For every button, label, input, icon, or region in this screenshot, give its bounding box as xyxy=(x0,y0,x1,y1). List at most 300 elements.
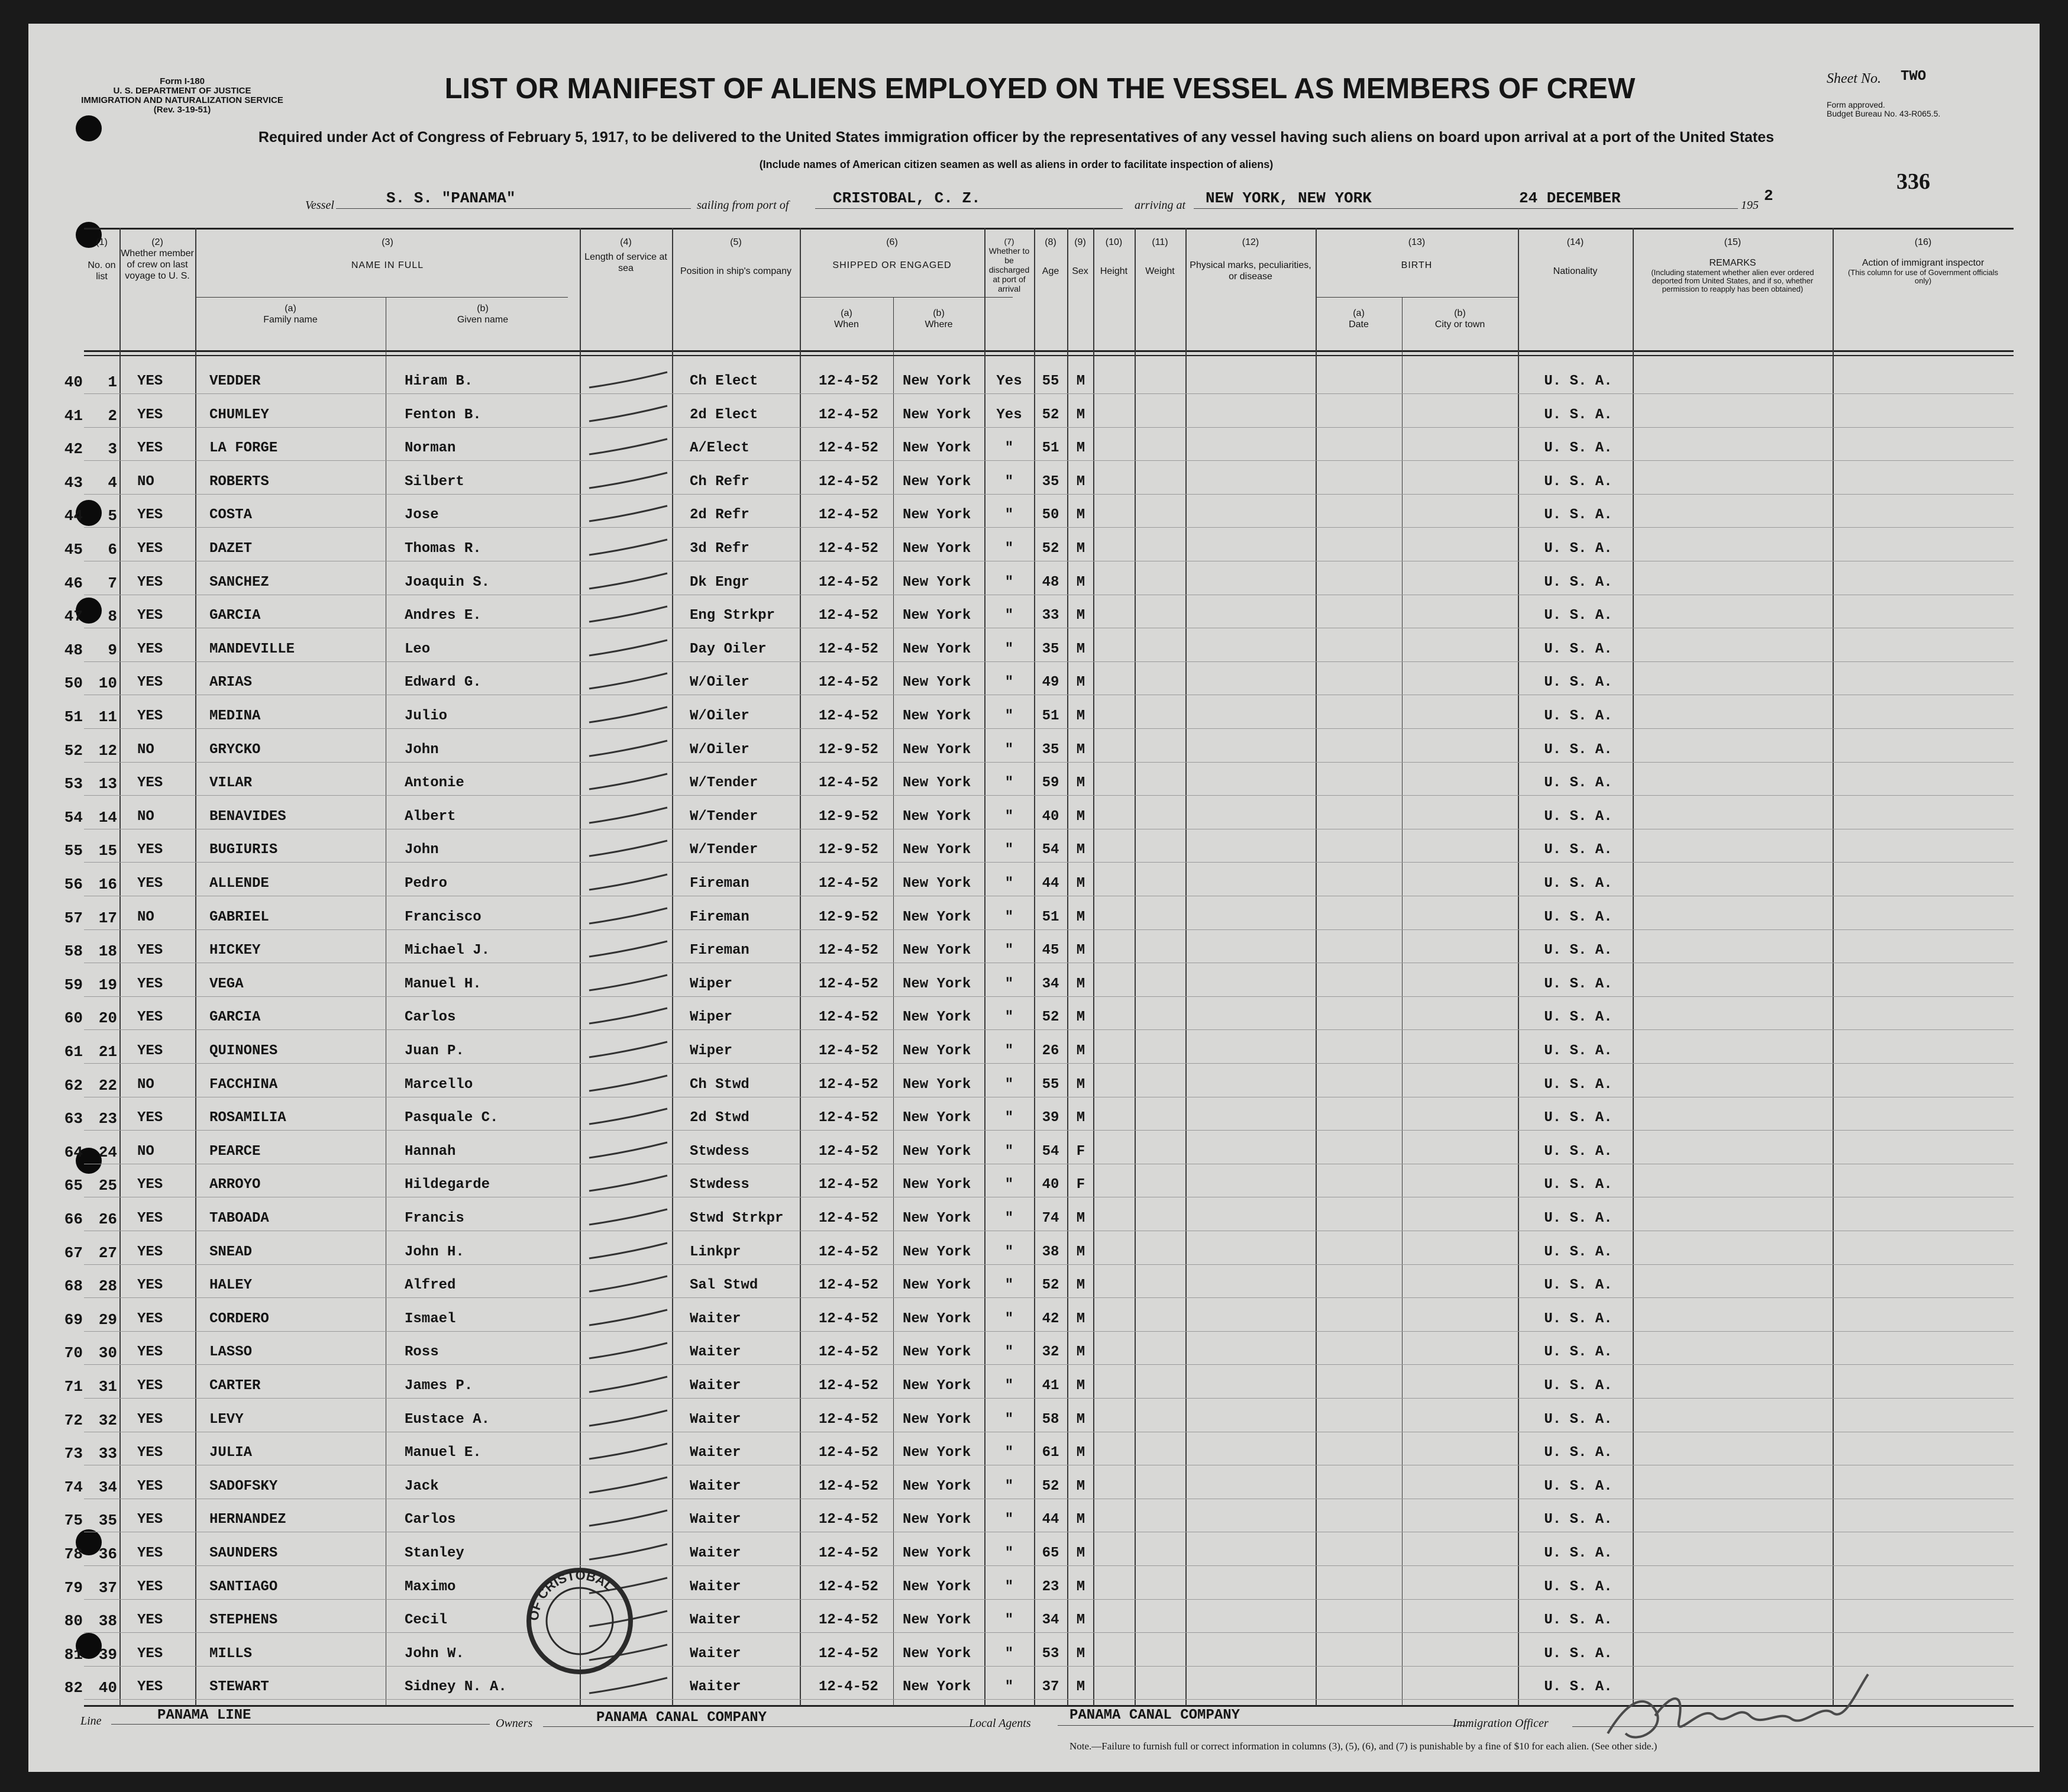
row-when: 12-4-52 xyxy=(819,1277,878,1294)
arriving-label: arriving at xyxy=(1135,199,1186,212)
row-family-name: MANDEVILLE xyxy=(209,641,295,657)
row-rule xyxy=(84,1264,2014,1265)
row-seq: 80 xyxy=(64,1612,83,1630)
row-discharge: " xyxy=(1004,942,1014,959)
check-tick-mark xyxy=(584,1374,673,1398)
row-sex: M xyxy=(1076,842,1085,858)
row-position: Sal Stwd xyxy=(690,1277,758,1294)
row-sex: M xyxy=(1076,1411,1085,1428)
row-no: 18 xyxy=(98,942,117,961)
col-nationality-header: (14) Nationality xyxy=(1553,237,1598,276)
row-age: 54 xyxy=(1042,842,1059,858)
row-where: New York xyxy=(903,1310,971,1327)
row-where: New York xyxy=(903,1578,971,1595)
row-family-name: BENAVIDES xyxy=(209,808,286,825)
row-discharge: " xyxy=(1004,1244,1014,1260)
agents-name: PANAMA CANAL COMPANY xyxy=(1069,1707,1240,1723)
row-discharge: " xyxy=(1004,1645,1014,1662)
row-family-name: LASSO xyxy=(209,1344,253,1361)
row-where: New York xyxy=(903,440,971,457)
row-nationality: U. S. A. xyxy=(1544,1076,1613,1093)
row-family-name: SNEAD xyxy=(209,1244,253,1260)
row-seq: 61 xyxy=(64,1043,83,1061)
row-discharge: " xyxy=(1004,876,1014,892)
row-seq: 58 xyxy=(64,942,83,961)
row-discharge: " xyxy=(1004,1344,1014,1361)
row-discharge: " xyxy=(1004,608,1014,624)
approval-line: Form approved. xyxy=(1827,100,1885,109)
row-where: New York xyxy=(903,1143,971,1160)
row-seq: 64 xyxy=(64,1143,83,1161)
row-rule xyxy=(84,393,2014,394)
row-prev-voyage: NO xyxy=(137,808,154,825)
row-discharge: " xyxy=(1004,507,1014,524)
row-prev-voyage: YES xyxy=(137,1043,163,1059)
row-nationality: U. S. A. xyxy=(1544,1645,1613,1662)
row-where: New York xyxy=(903,674,971,691)
col-sex-header: (9) Sex xyxy=(1072,237,1088,276)
row-position: Dk Engr xyxy=(690,574,749,590)
row-rule xyxy=(84,929,2014,930)
row-age: 40 xyxy=(1042,1177,1059,1193)
row-given-name: Antonie xyxy=(405,775,464,792)
row-rule xyxy=(84,1130,2014,1131)
row-age: 55 xyxy=(1042,1076,1059,1093)
row-when: 12-4-52 xyxy=(819,608,878,624)
row-rule xyxy=(84,494,2014,495)
check-tick-mark xyxy=(584,1441,673,1465)
row-when: 12-4-52 xyxy=(819,1545,878,1561)
row-when: 12-4-52 xyxy=(819,1445,878,1461)
row-rule xyxy=(84,1398,2014,1399)
col-name-header: (3) NAME IN FULL xyxy=(351,237,424,270)
row-when: 12-4-52 xyxy=(819,1344,878,1361)
row-sex: M xyxy=(1076,373,1085,389)
row-discharge: " xyxy=(1004,1578,1014,1595)
row-sex: M xyxy=(1076,1210,1085,1226)
row-prev-voyage: YES xyxy=(137,507,163,524)
row-nationality: U. S. A. xyxy=(1544,708,1613,724)
row-age: 44 xyxy=(1042,876,1059,892)
row-seq: 42 xyxy=(64,440,83,459)
row-family-name: GARCIA xyxy=(209,608,261,624)
row-rule xyxy=(84,1063,2014,1064)
check-tick-mark xyxy=(584,571,673,595)
row-position: 2d Elect xyxy=(690,406,758,423)
row-prev-voyage: YES xyxy=(137,574,163,590)
row-position: Ch Refr xyxy=(690,473,749,490)
row-position: Waiter xyxy=(690,1411,741,1428)
row-when: 12-4-52 xyxy=(819,440,878,457)
row-given-name: Carlos xyxy=(405,1009,456,1026)
row-position: Waiter xyxy=(690,1378,741,1394)
row-prev-voyage: YES xyxy=(137,708,163,724)
row-where: New York xyxy=(903,373,971,389)
row-seq: 63 xyxy=(64,1110,83,1128)
row-position: Waiter xyxy=(690,1445,741,1461)
row-family-name: VEDDER xyxy=(209,373,261,389)
row-where: New York xyxy=(903,1076,971,1093)
row-prev-voyage: YES xyxy=(137,1612,163,1629)
row-family-name: SANTIAGO xyxy=(209,1578,278,1595)
check-tick-mark xyxy=(584,805,673,829)
row-nationality: U. S. A. xyxy=(1544,440,1613,457)
row-family-name: HALEY xyxy=(209,1277,253,1294)
row-where: New York xyxy=(903,1344,971,1361)
row-given-name: Jose xyxy=(405,507,439,524)
row-position: Wiper xyxy=(690,976,733,992)
row-given-name: John xyxy=(405,842,439,858)
row-nationality: U. S. A. xyxy=(1544,1378,1613,1394)
row-sex: M xyxy=(1076,741,1085,758)
row-nationality: U. S. A. xyxy=(1544,1310,1613,1327)
row-seq: 72 xyxy=(64,1411,83,1429)
row-prev-voyage: NO xyxy=(137,909,154,925)
officer-signature xyxy=(1590,1668,1898,1751)
revision: (Rev. 3-19-51) xyxy=(153,105,211,115)
row-given-name: Pedro xyxy=(405,876,448,892)
row-no: 32 xyxy=(98,1411,117,1429)
check-tick-mark xyxy=(584,470,673,494)
row-no: 2 xyxy=(108,406,117,425)
row-sex: M xyxy=(1076,1009,1085,1026)
row-nationality: U. S. A. xyxy=(1544,1578,1613,1595)
vessel-label: Vessel xyxy=(305,199,334,212)
row-age: 32 xyxy=(1042,1344,1059,1361)
col-age-header: (8) Age xyxy=(1042,237,1059,276)
row-discharge: " xyxy=(1004,574,1014,590)
row-nationality: U. S. A. xyxy=(1544,373,1613,389)
row-prev-voyage: YES xyxy=(137,373,163,389)
row-given-name: Francis xyxy=(405,1210,464,1226)
row-where: New York xyxy=(903,574,971,590)
row-when: 12-4-52 xyxy=(819,1043,878,1059)
row-position: Day Oiler xyxy=(690,641,767,657)
arrival-date: 24 DECEMBER xyxy=(1519,189,1621,207)
row-no: 5 xyxy=(108,507,117,525)
col-remarks-header: (15) REMARKS (Including statement whether alien ever ordered deported from United States, and if so, whether permission to reapply has been obtained) xyxy=(1651,237,1814,293)
row-family-name: GRYCKO xyxy=(209,741,261,758)
row-nationality: U. S. A. xyxy=(1544,942,1613,959)
row-sex: M xyxy=(1076,1645,1085,1662)
row-family-name: STEPHENS xyxy=(209,1612,278,1629)
row-age: 45 xyxy=(1042,942,1059,959)
year-suffix: 2 xyxy=(1764,187,1773,205)
row-age: 55 xyxy=(1042,373,1059,389)
row-no: 37 xyxy=(98,1578,117,1597)
sailing-label: sailing from port of xyxy=(697,199,789,212)
check-tick-mark xyxy=(584,1408,673,1432)
row-family-name: PEARCE xyxy=(209,1143,261,1160)
row-given-name: Albert xyxy=(405,808,456,825)
row-when: 12-4-52 xyxy=(819,775,878,792)
row-seq: 59 xyxy=(64,976,83,994)
row-age: 23 xyxy=(1042,1578,1059,1595)
row-where: New York xyxy=(903,1612,971,1629)
row-when: 12-4-52 xyxy=(819,1210,878,1226)
check-tick-mark xyxy=(584,1207,673,1231)
row-age: 52 xyxy=(1042,1009,1059,1026)
row-where: New York xyxy=(903,741,971,758)
row-family-name: CORDERO xyxy=(209,1310,269,1327)
row-position: W/Oiler xyxy=(690,741,749,758)
row-discharge: " xyxy=(1004,1110,1014,1126)
row-when: 12-4-52 xyxy=(819,942,878,959)
row-age: 52 xyxy=(1042,541,1059,557)
include-note: (Include names of American citizen seamen as well as aliens in order to facilitate inspection of aliens) xyxy=(759,159,1274,170)
row-age: 33 xyxy=(1042,608,1059,624)
row-prev-voyage: YES xyxy=(137,1177,163,1193)
row-position: Waiter xyxy=(690,1612,741,1629)
row-given-name: Juan P. xyxy=(405,1043,464,1059)
row-family-name: ROSAMILIA xyxy=(209,1110,286,1126)
row-nationality: U. S. A. xyxy=(1544,406,1613,423)
row-seq: 41 xyxy=(64,406,83,425)
row-no: 29 xyxy=(98,1310,117,1329)
row-where: New York xyxy=(903,1277,971,1294)
row-no: 1 xyxy=(108,373,117,391)
row-family-name: VEGA xyxy=(209,976,244,992)
row-given-name: Hannah xyxy=(405,1143,456,1160)
row-sex: M xyxy=(1076,1578,1085,1595)
row-family-name: LEVY xyxy=(209,1411,244,1428)
row-nationality: U. S. A. xyxy=(1544,1445,1613,1461)
port-seal-stamp xyxy=(521,1562,639,1680)
row-no: 36 xyxy=(98,1545,117,1563)
row-no: 24 xyxy=(98,1143,117,1161)
row-family-name: HERNANDEZ xyxy=(209,1512,286,1528)
row-age: 52 xyxy=(1042,406,1059,423)
row-given-name: John xyxy=(405,741,439,758)
row-prev-voyage: YES xyxy=(137,1478,163,1494)
row-nationality: U. S. A. xyxy=(1544,641,1613,657)
row-sex: M xyxy=(1076,1512,1085,1528)
row-where: New York xyxy=(903,507,971,524)
row-when: 12-4-52 xyxy=(819,1578,878,1595)
row-when: 12-4-52 xyxy=(819,473,878,490)
row-where: New York xyxy=(903,641,971,657)
row-age: 38 xyxy=(1042,1244,1059,1260)
row-seq: 60 xyxy=(64,1009,83,1028)
row-sex: M xyxy=(1076,406,1085,423)
row-given-name: Leo xyxy=(405,641,431,657)
row-family-name: SAUNDERS xyxy=(209,1545,278,1561)
row-age: 52 xyxy=(1042,1277,1059,1294)
row-family-name: ARIAS xyxy=(209,674,253,691)
row-given-name: John W. xyxy=(405,1645,464,1662)
row-prev-voyage: YES xyxy=(137,842,163,858)
row-position: Waiter xyxy=(690,1545,741,1561)
row-nationality: U. S. A. xyxy=(1544,808,1613,825)
row-discharge: " xyxy=(1004,1076,1014,1093)
row-rule xyxy=(84,795,2014,796)
owners-name: PANAMA CANAL COMPANY xyxy=(596,1710,767,1726)
row-prev-voyage: YES xyxy=(137,876,163,892)
row-no: 33 xyxy=(98,1445,117,1463)
row-nationality: U. S. A. xyxy=(1544,1344,1613,1361)
row-position: Waiter xyxy=(690,1512,741,1528)
col-where-header: (b) Where xyxy=(925,308,953,330)
row-family-name: JULIA xyxy=(209,1445,253,1461)
row-family-name: VILAR xyxy=(209,775,253,792)
row-sex: M xyxy=(1076,1043,1085,1059)
row-age: 34 xyxy=(1042,1612,1059,1629)
row-seq: 71 xyxy=(64,1378,83,1396)
check-tick-mark xyxy=(584,604,673,628)
row-family-name: ALLENDE xyxy=(209,876,269,892)
row-seq: 47 xyxy=(64,608,83,626)
row-given-name: Ross xyxy=(405,1344,439,1361)
row-prev-voyage: YES xyxy=(137,641,163,657)
col-no-header: (1) No. on list xyxy=(88,237,116,282)
row-where: New York xyxy=(903,1411,971,1428)
col-shipped-header: (6) SHIPPED OR ENGAGED xyxy=(832,237,952,270)
row-rule xyxy=(84,460,2014,461)
row-discharge: " xyxy=(1004,674,1014,691)
row-discharge: " xyxy=(1004,808,1014,825)
row-when: 12-4-52 xyxy=(819,507,878,524)
row-no: 13 xyxy=(98,775,117,793)
row-no: 12 xyxy=(98,741,117,760)
row-prev-voyage: YES xyxy=(137,1545,163,1561)
row-nationality: U. S. A. xyxy=(1544,1277,1613,1294)
row-discharge: " xyxy=(1004,775,1014,792)
row-sex: M xyxy=(1076,1277,1085,1294)
row-where: New York xyxy=(903,1512,971,1528)
row-rule xyxy=(84,661,2014,662)
row-no: 22 xyxy=(98,1076,117,1094)
row-discharge: " xyxy=(1004,1143,1014,1160)
row-family-name: COSTA xyxy=(209,507,253,524)
row-prev-voyage: YES xyxy=(137,1512,163,1528)
row-discharge: " xyxy=(1004,1445,1014,1461)
row-seq: 78 xyxy=(64,1545,83,1563)
penalty-note: Note.—Failure to furnish full or correct information in columns (3), (5), (6), and (7) is punishable by a fine of $10 for each alien. (See other side.) xyxy=(1069,1741,1657,1752)
col-when-header: (a) When xyxy=(834,308,859,330)
row-when: 12-4-52 xyxy=(819,876,878,892)
row-seq: 44 xyxy=(64,507,83,525)
row-position: Waiter xyxy=(690,1344,741,1361)
row-family-name: TABOADA xyxy=(209,1210,269,1226)
row-age: 49 xyxy=(1042,674,1059,691)
row-seq: 75 xyxy=(64,1512,83,1530)
row-nationality: U. S. A. xyxy=(1544,842,1613,858)
row-family-name: SADOFSKY xyxy=(209,1478,278,1494)
row-sex: M xyxy=(1076,876,1085,892)
row-discharge: " xyxy=(1004,842,1014,858)
check-tick-mark xyxy=(584,403,673,427)
row-given-name: Manuel E. xyxy=(405,1445,482,1461)
row-given-name: Edward G. xyxy=(405,674,482,691)
row-when: 12-4-52 xyxy=(819,641,878,657)
check-tick-mark xyxy=(584,503,673,527)
row-prev-voyage: NO xyxy=(137,1143,154,1160)
row-sex: M xyxy=(1076,1310,1085,1327)
row-where: New York xyxy=(903,1445,971,1461)
check-tick-mark xyxy=(584,973,673,996)
check-tick-mark xyxy=(584,906,673,929)
row-age: 50 xyxy=(1042,507,1059,524)
row-no: 26 xyxy=(98,1210,117,1228)
row-position: Waiter xyxy=(690,1478,741,1494)
row-nationality: U. S. A. xyxy=(1544,574,1613,590)
row-family-name: DAZET xyxy=(209,541,253,557)
row-where: New York xyxy=(903,976,971,992)
row-given-name: Andres E. xyxy=(405,608,482,624)
row-family-name: HICKEY xyxy=(209,942,261,959)
row-position: 3d Refr xyxy=(690,541,749,557)
manifest-sheet xyxy=(28,24,2040,1772)
row-sex: M xyxy=(1076,608,1085,624)
row-given-name: Stanley xyxy=(405,1545,464,1561)
row-no: 14 xyxy=(98,808,117,826)
row-where: New York xyxy=(903,808,971,825)
row-prev-voyage: YES xyxy=(137,440,163,457)
row-no: 25 xyxy=(98,1177,117,1195)
row-nationality: U. S. A. xyxy=(1544,1612,1613,1629)
col-prev-voyage-header: (2) Whether member of crew on last voyage to U. S. xyxy=(121,237,194,281)
row-sex: F xyxy=(1076,1143,1085,1160)
row-age: 42 xyxy=(1042,1310,1059,1327)
row-age: 48 xyxy=(1042,574,1059,590)
row-when: 12-4-52 xyxy=(819,541,878,557)
row-no: 27 xyxy=(98,1244,117,1262)
check-tick-mark xyxy=(584,638,673,661)
row-family-name: ROBERTS xyxy=(209,473,269,490)
row-seq: 52 xyxy=(64,741,83,760)
row-discharge: " xyxy=(1004,909,1014,925)
row-family-name: STEWART xyxy=(209,1679,269,1696)
row-discharge: " xyxy=(1004,1679,1014,1696)
row-when: 12-4-52 xyxy=(819,708,878,724)
row-no: 4 xyxy=(108,473,117,492)
col-given-name-header: (b) Given name xyxy=(457,303,509,325)
row-where: New York xyxy=(903,541,971,557)
row-family-name: GARCIA xyxy=(209,1009,261,1026)
row-position: Stwdess xyxy=(690,1177,749,1193)
row-seq: 54 xyxy=(64,808,83,826)
row-nationality: U. S. A. xyxy=(1544,1143,1613,1160)
row-where: New York xyxy=(903,1110,971,1126)
row-when: 12-9-52 xyxy=(819,842,878,858)
row-age: 41 xyxy=(1042,1378,1059,1394)
row-age: 74 xyxy=(1042,1210,1059,1226)
row-rule xyxy=(84,1029,2014,1030)
col-height-header: (10) Height xyxy=(1100,237,1128,276)
col-marks-header: (12) Physical marks, peculiarities, or disease xyxy=(1190,237,1311,282)
row-where: New York xyxy=(903,1545,971,1561)
row-where: New York xyxy=(903,1679,971,1696)
row-age: 54 xyxy=(1042,1143,1059,1160)
row-age: 52 xyxy=(1042,1478,1059,1494)
row-family-name: LA FORGE xyxy=(209,440,278,457)
row-prev-voyage: YES xyxy=(137,1344,163,1361)
line-label: Line xyxy=(80,1714,102,1728)
row-position: Waiter xyxy=(690,1679,741,1696)
row-when: 12-4-52 xyxy=(819,1177,878,1193)
row-no: 23 xyxy=(98,1110,117,1128)
row-when: 12-4-52 xyxy=(819,1645,878,1662)
page-number: 336 xyxy=(1896,169,1930,194)
arriving-port: NEW YORK, NEW YORK xyxy=(1206,189,1372,207)
row-where: New York xyxy=(903,1177,971,1193)
row-where: New York xyxy=(903,1478,971,1494)
row-sex: M xyxy=(1076,1545,1085,1561)
officer-label: Immigration Officer xyxy=(1453,1717,1549,1730)
row-when: 12-4-52 xyxy=(819,1076,878,1093)
row-no: 30 xyxy=(98,1344,117,1362)
year-prefix: 195 xyxy=(1741,199,1759,212)
